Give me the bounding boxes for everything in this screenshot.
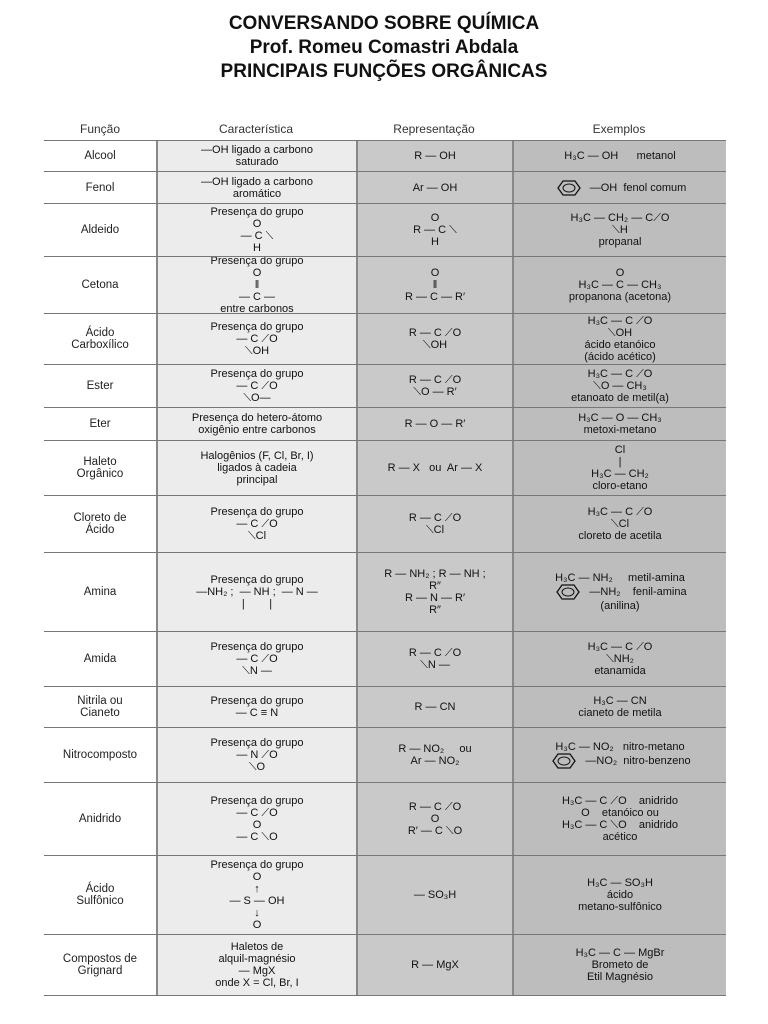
characteristic-cell bbox=[156, 408, 356, 440]
column-header-funcao: Função bbox=[79, 122, 121, 136]
characteristic-cell bbox=[156, 783, 356, 855]
representation-cell bbox=[356, 856, 512, 934]
function-name-text: Amida bbox=[83, 653, 117, 665]
characteristic-cell bbox=[156, 632, 356, 686]
characteristic-text: entre carbonos bbox=[220, 303, 294, 313]
characteristic-text: — C ≡ N bbox=[235, 707, 279, 719]
characteristic-cell bbox=[156, 441, 356, 495]
representation-text: — SO₃H bbox=[413, 889, 457, 901]
characteristic-text: ↑ bbox=[254, 883, 260, 895]
function-name-text: Alcool bbox=[84, 150, 116, 162]
example-cell bbox=[512, 204, 726, 256]
function-name-cell bbox=[44, 365, 156, 407]
table-row bbox=[44, 631, 726, 686]
example-text: H₃C — CH₂ bbox=[591, 468, 649, 480]
example-text: ácido etanóico bbox=[584, 339, 656, 351]
function-name-cell bbox=[44, 687, 156, 727]
table-row bbox=[44, 140, 726, 171]
example-text: H₃C — C — CH₃ bbox=[578, 279, 662, 291]
representation-text: O bbox=[430, 267, 440, 279]
characteristic-text: —OH ligado a carbono bbox=[201, 175, 313, 188]
example-text: O etanóico ou bbox=[581, 807, 659, 819]
aromatic-example bbox=[553, 584, 686, 600]
characteristic-text: Presença do grupo bbox=[210, 206, 304, 218]
characteristic-text: — C ⟍O bbox=[236, 831, 278, 843]
table-row bbox=[44, 855, 726, 934]
example-cell bbox=[512, 935, 726, 995]
characteristic-text: — C ⟋O bbox=[236, 333, 278, 345]
functions-table bbox=[44, 118, 726, 996]
characteristic-text: H bbox=[253, 242, 261, 254]
example-text: propanal bbox=[598, 236, 642, 248]
characteristic-cell bbox=[156, 141, 356, 171]
aromatic-example bbox=[549, 753, 690, 769]
characteristic-text: — MgX bbox=[238, 965, 276, 977]
representation-cell bbox=[356, 632, 512, 686]
function-name-text: Cianeto bbox=[80, 707, 120, 719]
function-name-text: Orgânico bbox=[76, 468, 124, 480]
representation-text: R — C ⟋O bbox=[408, 327, 462, 339]
table-row bbox=[44, 440, 726, 495]
characteristic-text: — N ⟋O bbox=[236, 749, 278, 761]
function-name-cell bbox=[44, 257, 156, 313]
function-name-text: Haleto bbox=[83, 456, 117, 468]
function-name-text: Nitrila ou bbox=[77, 695, 123, 707]
function-name-text: Compostos de bbox=[62, 953, 138, 965]
function-name-text: Ácido bbox=[85, 883, 115, 895]
characteristic-text: Presença do grupo bbox=[210, 257, 304, 267]
characteristic-cell bbox=[156, 935, 356, 995]
example-text: H₃C — CN bbox=[593, 695, 647, 707]
function-name-cell bbox=[44, 408, 156, 440]
representation-text: R — OH bbox=[414, 150, 456, 162]
benzene-ring-icon bbox=[549, 753, 579, 769]
example-text: ⟍NH₂ bbox=[606, 653, 634, 665]
example-text: ⟍Cl bbox=[610, 518, 630, 530]
characteristic-text: — C ⟋O bbox=[236, 518, 278, 530]
representation-cell bbox=[356, 408, 512, 440]
representation-text: R — CN bbox=[414, 701, 456, 713]
characteristic-text: ⟍N — bbox=[242, 665, 272, 677]
example-text: ⟍H bbox=[612, 224, 628, 236]
function-name-cell bbox=[44, 935, 156, 995]
characteristic-text: saturado bbox=[235, 156, 279, 168]
example-text: H₃C — C ⟋O bbox=[587, 506, 653, 518]
example-cell bbox=[512, 172, 726, 203]
example-text: H₃C — C ⟋O bbox=[587, 315, 653, 327]
function-name-text: Eter bbox=[89, 418, 111, 430]
example-text: —NH₂ fenil-amina bbox=[589, 586, 687, 598]
table-row bbox=[44, 256, 726, 313]
representation-cell bbox=[356, 365, 512, 407]
example-text: metoxi-metano bbox=[583, 424, 657, 436]
characteristic-text: — C ⟋O bbox=[236, 380, 278, 392]
table-row bbox=[44, 203, 726, 256]
function-name-cell bbox=[44, 204, 156, 256]
function-name-text: Grignard bbox=[77, 965, 123, 977]
characteristic-text: principal bbox=[236, 474, 278, 486]
example-text: cloreto de acetila bbox=[578, 530, 662, 542]
characteristic-text: —NH₂ ; — NH ; — N — bbox=[196, 586, 318, 598]
representation-text: R — C ⟋O bbox=[408, 801, 462, 813]
table-row bbox=[44, 727, 726, 782]
example-text: —NO₂ nitro-benzeno bbox=[585, 755, 691, 767]
example-text: H₃C — CH₂ — C⟋O bbox=[570, 212, 670, 224]
characteristic-text: aromático bbox=[232, 187, 282, 200]
benzene-ring-icon bbox=[554, 180, 584, 196]
example-cell bbox=[512, 408, 726, 440]
example-text: H₃C — C ⟋O bbox=[587, 368, 653, 380]
representation-text: R — C ⟋O bbox=[408, 374, 462, 386]
characteristic-text: onde X = Cl, Br, I bbox=[215, 977, 299, 989]
representation-text: R — X ou Ar — X bbox=[387, 462, 483, 474]
example-text: ⟍OH bbox=[607, 327, 633, 339]
function-name-text: Ácido bbox=[85, 327, 115, 339]
table-row bbox=[44, 934, 726, 996]
characteristic-text: Presença do grupo bbox=[210, 574, 304, 586]
characteristic-text: oxigênio entre carbonos bbox=[198, 424, 316, 436]
representation-cell bbox=[356, 687, 512, 727]
header-author: Prof. Romeu Comastri Abdala bbox=[249, 37, 519, 58]
example-text: H₃C — O — CH₃ bbox=[578, 412, 662, 424]
example-text: (ácido acético) bbox=[584, 351, 656, 363]
representation-text: R — NH₂ ; R — NH ; bbox=[384, 568, 486, 580]
characteristic-text: — S — OH bbox=[229, 895, 285, 907]
representation-text: R — C — R′ bbox=[404, 291, 466, 303]
example-text: H₃C — OH metanol bbox=[564, 150, 676, 162]
example-text: Brometo de bbox=[591, 959, 649, 971]
representation-text: R — O — R′ bbox=[404, 418, 466, 430]
function-name-cell bbox=[44, 496, 156, 552]
representation-cell bbox=[356, 935, 512, 995]
example-text: cloro-etano bbox=[592, 480, 648, 492]
characteristic-text: Presença do grupo bbox=[210, 737, 304, 749]
representation-cell bbox=[356, 441, 512, 495]
representation-text: R′ — C ⟍O bbox=[407, 825, 463, 837]
characteristic-cell bbox=[156, 856, 356, 934]
representation-text: Ar — NO₂ bbox=[410, 755, 460, 767]
characteristic-text: O bbox=[252, 871, 262, 883]
example-text: acético bbox=[602, 831, 638, 843]
table-row bbox=[44, 686, 726, 727]
characteristic-text: Haletos de bbox=[230, 941, 284, 953]
example-text: Cl bbox=[614, 444, 626, 456]
characteristic-cell bbox=[156, 257, 356, 313]
characteristic-text: Presença do grupo bbox=[210, 695, 304, 707]
characteristic-text: alquil-magnésio bbox=[218, 953, 296, 965]
characteristic-cell bbox=[156, 687, 356, 727]
representation-cell bbox=[356, 553, 512, 631]
example-cell bbox=[512, 687, 726, 727]
function-name-text: Carboxílico bbox=[71, 339, 129, 351]
characteristic-text: Presença do hetero-átomo bbox=[191, 412, 323, 424]
table-body bbox=[44, 140, 726, 996]
function-name-text: Fenol bbox=[85, 181, 115, 194]
function-name-cell bbox=[44, 441, 156, 495]
example-text: metano-sulfônico bbox=[578, 901, 662, 913]
function-name-cell bbox=[44, 783, 156, 855]
characteristic-text: Presença do grupo bbox=[210, 321, 304, 333]
representation-text: ⟍N — bbox=[420, 659, 450, 671]
header-title: CONVERSANDO SOBRE QUÍMICA bbox=[228, 13, 540, 34]
function-name-text: Sulfônico bbox=[76, 895, 124, 907]
column-header-caracteristica: Característica bbox=[218, 122, 294, 136]
characteristic-cell bbox=[156, 496, 356, 552]
function-name-text: Ácido bbox=[85, 524, 115, 536]
table-header-row bbox=[44, 118, 726, 140]
example-text: O bbox=[615, 267, 625, 279]
function-name-cell bbox=[44, 728, 156, 782]
benzene-ring-icon bbox=[553, 584, 583, 600]
characteristic-text: Presença do grupo bbox=[210, 641, 304, 653]
example-cell bbox=[512, 257, 726, 313]
representation-text: R″ bbox=[429, 580, 441, 592]
function-name-cell bbox=[44, 172, 156, 203]
characteristic-text: Presença do grupo bbox=[210, 795, 304, 807]
function-name-text: Aldeido bbox=[80, 224, 120, 236]
representation-text: ⟍O — R′ bbox=[413, 386, 457, 398]
characteristic-text: O bbox=[252, 267, 262, 279]
representation-text: O bbox=[430, 813, 440, 825]
characteristic-cell bbox=[156, 204, 356, 256]
representation-text: R — N — R′ bbox=[404, 592, 466, 604]
representation-cell bbox=[356, 783, 512, 855]
example-text: propanona (acetona) bbox=[568, 291, 672, 303]
example-text: H₃C — C ⟍O anidrido bbox=[561, 819, 679, 831]
characteristic-text: Presença do grupo bbox=[210, 859, 304, 871]
representation-text: ⟍OH bbox=[422, 339, 448, 351]
representation-text: R — C ⟋O bbox=[408, 647, 462, 659]
example-cell bbox=[512, 783, 726, 855]
characteristic-text: — C ⟋O bbox=[236, 807, 278, 819]
function-name-cell bbox=[44, 632, 156, 686]
characteristic-text: ⟍OH bbox=[244, 345, 270, 357]
example-cell bbox=[512, 365, 726, 407]
example-text: H₃C — C — MgBr bbox=[575, 947, 665, 959]
characteristic-cell bbox=[156, 365, 356, 407]
example-text: Etil Magnésio bbox=[586, 971, 654, 983]
characteristic-text: ⟍Cl bbox=[247, 530, 267, 542]
characteristic-text: O bbox=[252, 218, 262, 230]
function-name-text: Nitrocomposto bbox=[62, 749, 138, 761]
characteristic-text: — C ⟋O bbox=[236, 653, 278, 665]
table-row bbox=[44, 313, 726, 364]
column-header-representacao: Representação bbox=[393, 122, 475, 136]
characteristic-text: — C — bbox=[238, 291, 276, 303]
table-row bbox=[44, 552, 726, 631]
characteristic-text: ⟍O— bbox=[243, 392, 271, 404]
representation-text: ⟍Cl bbox=[425, 524, 445, 536]
example-text: H₃C — C ⟋O anidrido bbox=[561, 795, 679, 807]
example-text: H₃C — NO₂ nitro-metano bbox=[555, 741, 685, 753]
representation-cell bbox=[356, 204, 512, 256]
characteristic-text: O bbox=[252, 919, 262, 931]
representation-text: ‖ bbox=[432, 279, 438, 291]
representation-cell bbox=[356, 172, 512, 203]
representation-text: R — C ⟋O bbox=[408, 512, 462, 524]
example-cell bbox=[512, 141, 726, 171]
example-text: —OH fenol comum bbox=[589, 181, 687, 194]
representation-cell bbox=[356, 314, 512, 364]
representation-text: Ar — OH bbox=[412, 181, 458, 194]
function-name-cell bbox=[44, 141, 156, 171]
characteristic-text: ↓ bbox=[254, 907, 260, 919]
example-text: ácido bbox=[606, 889, 634, 901]
function-name-text: Ester bbox=[86, 380, 114, 392]
example-cell bbox=[512, 632, 726, 686]
function-name-text: Cetona bbox=[81, 279, 119, 291]
characteristic-cell bbox=[156, 172, 356, 203]
characteristic-text: O bbox=[252, 819, 262, 831]
representation-cell bbox=[356, 728, 512, 782]
characteristic-text: Halogênios (F, Cl, Br, I) bbox=[200, 450, 314, 462]
example-text: H₃C — NH₂ metil-amina bbox=[555, 572, 685, 584]
characteristic-cell bbox=[156, 728, 356, 782]
representation-text: R″ bbox=[429, 604, 441, 616]
representation-text: H bbox=[431, 236, 439, 248]
representation-cell bbox=[356, 257, 512, 313]
column-header-exemplos: Exemplos bbox=[592, 122, 646, 136]
function-name-cell bbox=[44, 314, 156, 364]
example-cell bbox=[512, 441, 726, 495]
function-name-text: Cloreto de bbox=[73, 512, 127, 524]
example-cell bbox=[512, 553, 726, 631]
example-text: (anilina) bbox=[600, 600, 640, 612]
table-row bbox=[44, 495, 726, 552]
characteristic-text: | | bbox=[241, 598, 273, 610]
characteristic-text: — C ⟍ bbox=[240, 230, 274, 242]
example-cell bbox=[512, 728, 726, 782]
representation-text: R — NO₂ ou bbox=[398, 743, 472, 755]
function-name-text: Amina bbox=[83, 586, 117, 598]
example-cell bbox=[512, 856, 726, 934]
characteristic-text: ligados à cadeia bbox=[217, 462, 297, 474]
characteristic-cell bbox=[156, 314, 356, 364]
characteristic-text: Presença do grupo bbox=[210, 506, 304, 518]
page-header bbox=[0, 12, 768, 84]
representation-cell bbox=[356, 141, 512, 171]
example-cell bbox=[512, 496, 726, 552]
representation-text: R — C ⟍ bbox=[413, 224, 457, 236]
function-name-cell bbox=[44, 856, 156, 934]
header-subtitle: PRINCIPAIS FUNÇÕES ORGÂNICAS bbox=[220, 61, 548, 82]
example-cell bbox=[512, 314, 726, 364]
aromatic-example bbox=[554, 180, 687, 196]
representation-cell bbox=[356, 496, 512, 552]
representation-text: O bbox=[430, 212, 440, 224]
example-text: cianeto de metila bbox=[578, 707, 662, 719]
characteristic-text: Presença do grupo bbox=[210, 368, 304, 380]
table-row bbox=[44, 171, 726, 203]
table-row bbox=[44, 782, 726, 855]
function-name-cell bbox=[44, 553, 156, 631]
example-text: | bbox=[618, 456, 622, 468]
table-row bbox=[44, 407, 726, 440]
example-text: H₃C — SO₃H bbox=[587, 877, 653, 889]
example-text: ⟍O — CH₃ bbox=[593, 380, 647, 392]
representation-text: R — MgX bbox=[411, 959, 459, 971]
example-text: etanamida bbox=[594, 665, 646, 677]
characteristic-cell bbox=[156, 553, 356, 631]
characteristic-text: ⟍O bbox=[248, 761, 266, 773]
example-text: H₃C — C ⟋O bbox=[587, 641, 653, 653]
characteristic-text: ‖ bbox=[254, 279, 260, 291]
table-row bbox=[44, 364, 726, 407]
characteristic-text: —OH ligado a carbono bbox=[201, 144, 313, 156]
function-name-text: Anidrido bbox=[78, 813, 122, 825]
example-text: etanoato de metil(a) bbox=[571, 392, 669, 404]
